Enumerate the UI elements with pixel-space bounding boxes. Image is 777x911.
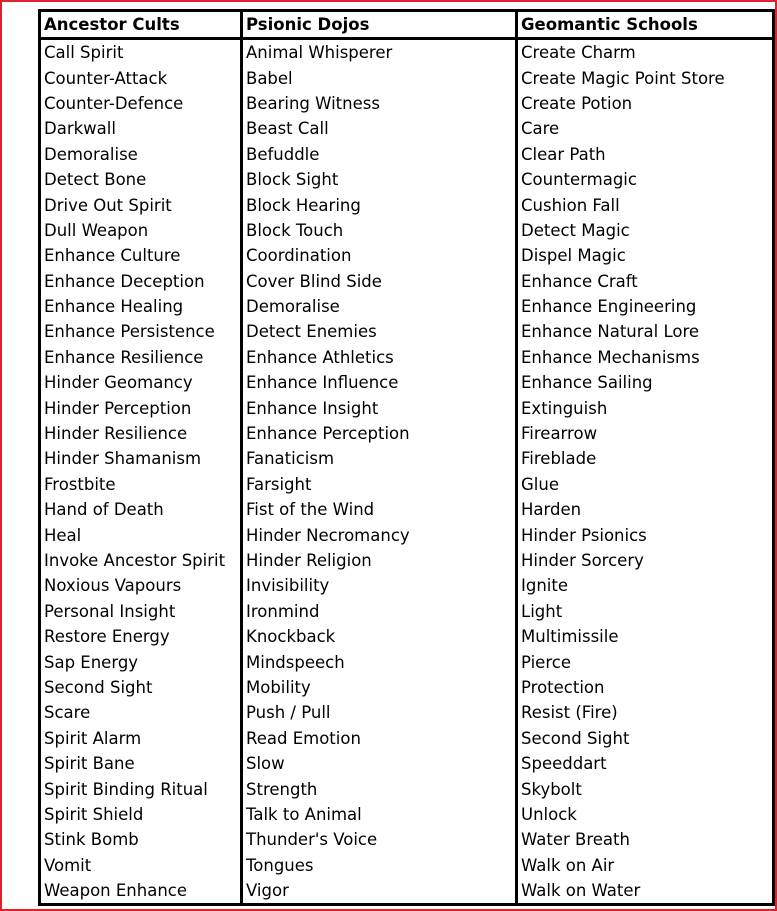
geomantic-school-cell: Enhance Natural Lore: [517, 319, 774, 344]
geomantic-school-cell: Create Potion: [517, 91, 774, 116]
geomantic-school-cell: Resist (Fire): [517, 700, 774, 725]
psionic-dojo-cell: Befuddle: [242, 142, 517, 167]
ancestor-cult-cell: Enhance Resilience: [40, 345, 242, 370]
ancestor-cult-cell: Spirit Binding Ritual: [40, 776, 242, 801]
table-row: [40, 116, 774, 141]
ancestor-cult-cell: Personal Insight: [40, 599, 242, 624]
ancestor-cult-cell: Noxious Vapours: [40, 573, 242, 598]
ancestor-cult-cell: Restore Energy: [40, 624, 242, 649]
geomantic-school-cell: Create Charm: [517, 39, 774, 66]
ancestor-cult-cell: Demoralise: [40, 142, 242, 167]
geomantic-school-cell: Multimissile: [517, 624, 774, 649]
psionic-dojo-cell: Slow: [242, 751, 517, 776]
psionic-dojo-cell: Invisibility: [242, 573, 517, 598]
table-row: [40, 624, 774, 649]
ancestor-cult-cell: Scare: [40, 700, 242, 725]
psionic-dojo-cell: Fist of the Wind: [242, 497, 517, 522]
geomantic-school-cell: Clear Path: [517, 142, 774, 167]
geomantic-school-cell: Countermagic: [517, 167, 774, 192]
table-row: [40, 548, 774, 573]
geomantic-school-cell: Care: [517, 116, 774, 141]
table-row: [40, 294, 774, 319]
ancestor-cult-cell: Counter-Defence: [40, 91, 242, 116]
ancestor-cult-cell: Detect Bone: [40, 167, 242, 192]
table-row: [40, 91, 774, 116]
ancestor-cult-cell: Invoke Ancestor Spirit: [40, 548, 242, 573]
psionic-dojo-cell: Vigor: [242, 878, 517, 905]
psionic-dojo-cell: Talk to Animal: [242, 802, 517, 827]
ancestor-cult-cell: Hinder Perception: [40, 395, 242, 420]
ancestor-cult-cell: Weapon Enhance: [40, 878, 242, 905]
geomantic-school-cell: Water Breath: [517, 827, 774, 852]
table-row: [40, 751, 774, 776]
table-row: [40, 726, 774, 751]
psionic-dojo-cell: Animal Whisperer: [242, 39, 517, 66]
header-geomantic-schools: Geomantic Schools: [517, 11, 774, 39]
table-row: [40, 700, 774, 725]
geomantic-school-cell: Enhance Engineering: [517, 294, 774, 319]
psionic-dojo-cell: Bearing Witness: [242, 91, 517, 116]
table-row: [40, 472, 774, 497]
table-row: [40, 878, 774, 905]
geomantic-school-cell: Hinder Sorcery: [517, 548, 774, 573]
geomantic-school-cell: Cushion Fall: [517, 192, 774, 217]
table-row: [40, 395, 774, 420]
table-row: [40, 192, 774, 217]
psionic-dojo-cell: Block Sight: [242, 167, 517, 192]
ancestor-cult-cell: Spirit Shield: [40, 802, 242, 827]
ancestor-cult-cell: Stink Bomb: [40, 827, 242, 852]
geomantic-school-cell: Extinguish: [517, 395, 774, 420]
geomantic-school-cell: Glue: [517, 472, 774, 497]
table-row: [40, 319, 774, 344]
geomantic-school-cell: Walk on Air: [517, 853, 774, 878]
spell-table: [38, 9, 775, 906]
ancestor-cult-cell: Dull Weapon: [40, 218, 242, 243]
table-row: [40, 649, 774, 674]
geomantic-school-cell: Light: [517, 599, 774, 624]
geomantic-school-cell: Enhance Sailing: [517, 370, 774, 395]
psionic-dojo-cell: Mobility: [242, 675, 517, 700]
geomantic-school-cell: Dispel Magic: [517, 243, 774, 268]
ancestor-cult-cell: Second Sight: [40, 675, 242, 700]
psionic-dojo-cell: Hinder Religion: [242, 548, 517, 573]
ancestor-cult-cell: Call Spirit: [40, 39, 242, 66]
table-row: [40, 65, 774, 90]
psionic-dojo-cell: Ironmind: [242, 599, 517, 624]
table-row: [40, 218, 774, 243]
geomantic-school-cell: Fireblade: [517, 446, 774, 471]
ancestor-cult-cell: Hinder Resilience: [40, 421, 242, 446]
psionic-dojo-cell: Coordination: [242, 243, 517, 268]
geomantic-school-cell: Enhance Mechanisms: [517, 345, 774, 370]
table-row: [40, 421, 774, 446]
table-row: [40, 370, 774, 395]
ancestor-cult-cell: Spirit Alarm: [40, 726, 242, 751]
psionic-dojo-cell: Mindspeech: [242, 649, 517, 674]
psionic-dojo-cell: Fanaticism: [242, 446, 517, 471]
ancestor-cult-cell: Sap Energy: [40, 649, 242, 674]
table-body: [40, 39, 774, 905]
psionic-dojo-cell: Cover Blind Side: [242, 269, 517, 294]
geomantic-school-cell: Walk on Water: [517, 878, 774, 905]
ancestor-cult-cell: Enhance Persistence: [40, 319, 242, 344]
geomantic-school-cell: Unlock: [517, 802, 774, 827]
ancestor-cult-cell: Counter-Attack: [40, 65, 242, 90]
ancestor-cult-cell: Frostbite: [40, 472, 242, 497]
psionic-dojo-cell: Demoralise: [242, 294, 517, 319]
psionic-dojo-cell: Beast Call: [242, 116, 517, 141]
table-row: [40, 522, 774, 547]
table-row: [40, 802, 774, 827]
geomantic-school-cell: Pierce: [517, 649, 774, 674]
table-row: [40, 142, 774, 167]
psionic-dojo-cell: Farsight: [242, 472, 517, 497]
psionic-dojo-cell: Strength: [242, 776, 517, 801]
ancestor-cult-cell: Enhance Culture: [40, 243, 242, 268]
geomantic-school-cell: Hinder Psionics: [517, 522, 774, 547]
table-row: [40, 345, 774, 370]
table-row: [40, 243, 774, 268]
geomantic-school-cell: Speeddart: [517, 751, 774, 776]
table-row: [40, 827, 774, 852]
geomantic-school-cell: Skybolt: [517, 776, 774, 801]
ancestor-cult-cell: Hinder Shamanism: [40, 446, 242, 471]
header-ancestor-cults: Ancestor Cults: [40, 11, 242, 39]
table-row: [40, 269, 774, 294]
psionic-dojo-cell: Block Hearing: [242, 192, 517, 217]
psionic-dojo-cell: Enhance Perception: [242, 421, 517, 446]
table-row: [40, 167, 774, 192]
ancestor-cult-cell: Heal: [40, 522, 242, 547]
psionic-dojo-cell: Tongues: [242, 853, 517, 878]
table-row: [40, 776, 774, 801]
geomantic-school-cell: Harden: [517, 497, 774, 522]
psionic-dojo-cell: Enhance Insight: [242, 395, 517, 420]
table-row: [40, 675, 774, 700]
psionic-dojo-cell: Babel: [242, 65, 517, 90]
psionic-dojo-cell: Block Touch: [242, 218, 517, 243]
psionic-dojo-cell: Enhance Influence: [242, 370, 517, 395]
ancestor-cult-cell: Hand of Death: [40, 497, 242, 522]
header-psionic-dojos: Psionic Dojos: [242, 11, 517, 39]
psionic-dojo-cell: Knockback: [242, 624, 517, 649]
table-row: [40, 573, 774, 598]
psionic-dojo-cell: Push / Pull: [242, 700, 517, 725]
table-row: [40, 39, 774, 66]
ancestor-cult-cell: Hinder Geomancy: [40, 370, 242, 395]
psionic-dojo-cell: Detect Enemies: [242, 319, 517, 344]
header-row: [40, 11, 774, 39]
table-row: [40, 497, 774, 522]
geomantic-school-cell: Second Sight: [517, 726, 774, 751]
ancestor-cult-cell: Vomit: [40, 853, 242, 878]
geomantic-school-cell: Protection: [517, 675, 774, 700]
geomantic-school-cell: Create Magic Point Store: [517, 65, 774, 90]
ancestor-cult-cell: Enhance Healing: [40, 294, 242, 319]
table-row: [40, 853, 774, 878]
psionic-dojo-cell: Thunder's Voice: [242, 827, 517, 852]
ancestor-cult-cell: Drive Out Spirit: [40, 192, 242, 217]
psionic-dojo-cell: Enhance Athletics: [242, 345, 517, 370]
psionic-dojo-cell: Read Emotion: [242, 726, 517, 751]
table-row: [40, 446, 774, 471]
geomantic-school-cell: Enhance Craft: [517, 269, 774, 294]
geomantic-school-cell: Ignite: [517, 573, 774, 598]
ancestor-cult-cell: Spirit Bane: [40, 751, 242, 776]
geomantic-school-cell: Firearrow: [517, 421, 774, 446]
geomantic-school-cell: Detect Magic: [517, 218, 774, 243]
ancestor-cult-cell: Enhance Deception: [40, 269, 242, 294]
psionic-dojo-cell: Hinder Necromancy: [242, 522, 517, 547]
table-row: [40, 599, 774, 624]
ancestor-cult-cell: Darkwall: [40, 116, 242, 141]
